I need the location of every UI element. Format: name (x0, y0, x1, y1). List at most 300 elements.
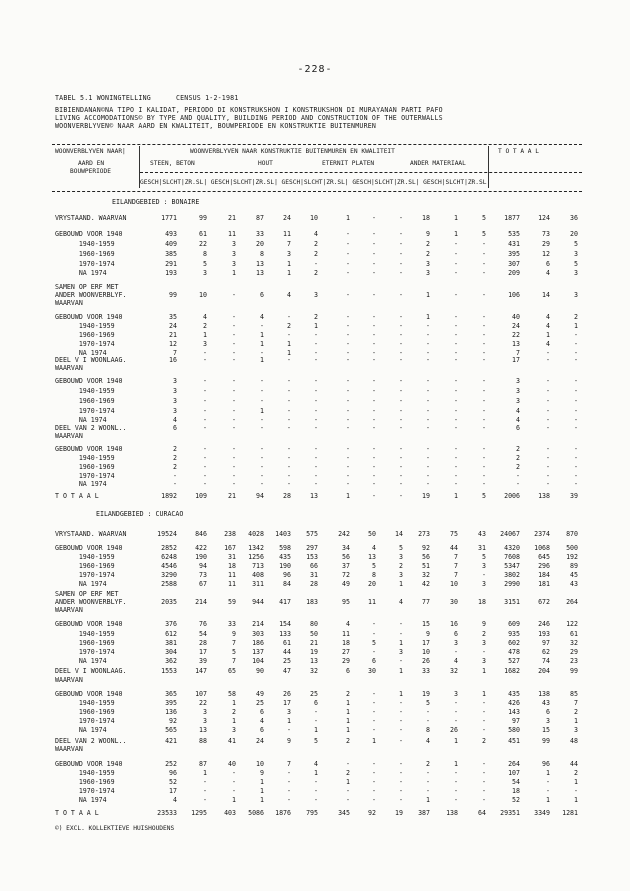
table-row (0, 250, 630, 260)
row-label: ANDER WOONVERBLYF. (55, 598, 127, 606)
row-label: NA 1974 (55, 269, 107, 277)
table-cell: 54 (199, 630, 207, 638)
table-cell: - (203, 407, 207, 415)
table-cell: 22 (512, 331, 520, 339)
table-cell: - (346, 322, 350, 330)
table-cell: - (232, 356, 236, 364)
table-cell: - (426, 463, 430, 471)
row-label: 1940-1959 (55, 387, 115, 395)
table-cell: 89 (570, 562, 578, 570)
table-cell: - (346, 269, 350, 277)
table-cell: 4 (314, 760, 318, 768)
table-cell: - (482, 472, 486, 480)
table-cell: 3 (232, 726, 236, 734)
table-cell: 50 (310, 630, 318, 638)
table-cell: - (372, 787, 376, 795)
table-cell: 4 (173, 416, 177, 424)
table-cell: 2 (173, 463, 177, 471)
table-cell: - (399, 407, 403, 415)
row-label: GEBOUWD VOOR 1940 (55, 620, 123, 628)
table-cell: - (314, 708, 318, 716)
table-cell: 870 (566, 530, 578, 538)
table-cell: - (287, 454, 291, 462)
table-cell: 8 (203, 250, 207, 258)
table-cell: 3 (232, 250, 236, 258)
table-cell: - (314, 387, 318, 395)
table-cell: 23533 (157, 809, 177, 817)
table-cell: - (399, 240, 403, 248)
table-cell: 29 (342, 657, 350, 665)
table-cell: 6 (260, 291, 264, 299)
table-cell: - (372, 424, 376, 432)
table-cell: 1403 (275, 530, 291, 538)
table-cell: 2 (574, 708, 578, 716)
table-cell: 2 (399, 562, 403, 570)
table-cell: 31 (228, 553, 236, 561)
table-cell: - (346, 454, 350, 462)
table-cell: - (287, 416, 291, 424)
table-cell: 264 (508, 760, 520, 768)
table-cell: - (346, 424, 350, 432)
table-cell: 1 (260, 407, 264, 415)
table-cell: - (426, 349, 430, 357)
table-cell: 1 (346, 726, 350, 734)
header-total: T O T A A L (498, 148, 539, 155)
table-cell: 5 (232, 648, 236, 656)
table-cell: - (372, 230, 376, 238)
table-cell: - (574, 463, 578, 471)
table-cell: - (346, 250, 350, 258)
table-cell: - (287, 387, 291, 395)
table-cell: - (574, 787, 578, 795)
table-cell: 42 (422, 580, 430, 588)
table-cell: 672 (538, 598, 550, 606)
table-cell: 59 (228, 598, 236, 606)
table-cell: 66 (310, 562, 318, 570)
table-cell: - (482, 454, 486, 462)
table-cell: 4028 (248, 530, 264, 538)
table-cell: - (399, 260, 403, 268)
table-cell: 1 (287, 340, 291, 348)
table-cell: 51 (422, 562, 430, 570)
table-cell: - (372, 717, 376, 725)
table-cell: 35 (169, 313, 177, 321)
table-cell: - (454, 778, 458, 786)
table-cell: 387 (418, 809, 430, 817)
table-cell: - (546, 377, 550, 385)
table-cell: - (426, 769, 430, 777)
table-cell: 3 (287, 250, 291, 258)
table-cell: 935 (508, 630, 520, 638)
table-cell: 1 (260, 778, 264, 786)
table-cell: - (346, 472, 350, 480)
table-cell: - (426, 424, 430, 432)
table-cell: - (173, 480, 177, 488)
table-cell: 3 (426, 269, 430, 277)
table-cell: - (260, 387, 264, 395)
table-cell: 9 (287, 737, 291, 745)
table-cell: 1 (574, 322, 578, 330)
table-cell: 1 (287, 260, 291, 268)
table-cell: - (372, 240, 376, 248)
table-cell: 87 (256, 214, 264, 222)
table-cell: 124 (538, 214, 550, 222)
table-cell: 1 (426, 796, 430, 804)
table-cell: - (482, 726, 486, 734)
table-cell: 20 (570, 230, 578, 238)
table-cell: 2990 (504, 580, 520, 588)
table-cell: 7 (454, 571, 458, 579)
table-cell: - (454, 416, 458, 424)
table-cell: 1892 (161, 492, 177, 500)
table-cell: - (203, 397, 207, 405)
table-row (0, 492, 630, 502)
table-cell: 303 (252, 630, 264, 638)
table-cell: - (287, 480, 291, 488)
table-cell: - (426, 717, 430, 725)
table-cell: 138 (446, 809, 458, 817)
table-cell: 1 (260, 787, 264, 795)
table-cell: - (372, 377, 376, 385)
table-cell: 24067 (500, 530, 520, 538)
table-cell: 17 (199, 648, 207, 656)
table-cell: 5 (482, 553, 486, 561)
table-cell: 28 (283, 492, 291, 500)
table-cell: 11 (283, 230, 291, 238)
table-cell: - (287, 769, 291, 777)
table-cell: 5 (372, 639, 376, 647)
table-cell: 9 (426, 230, 430, 238)
row-label: NA 1974 (55, 726, 107, 734)
table-cell: - (454, 377, 458, 385)
table-cell: 80 (310, 620, 318, 628)
table-cell: - (454, 322, 458, 330)
table-cell: 107 (508, 769, 520, 777)
table-cell: 3 (574, 726, 578, 734)
table-cell: - (482, 250, 486, 258)
table-cell: 56 (342, 553, 350, 561)
table-cell: 45 (570, 571, 578, 579)
table-cell: - (372, 454, 376, 462)
table-cell: 1 (399, 667, 403, 675)
table-cell: - (426, 445, 430, 453)
table-cell: - (454, 454, 458, 462)
table-cell: 2 (232, 708, 236, 716)
table-cell: 2 (346, 690, 350, 698)
table-cell: - (346, 387, 350, 395)
table-cell: - (454, 648, 458, 656)
table-cell: - (372, 340, 376, 348)
table-cell: 181 (538, 580, 550, 588)
row-label: SAMEN OP ERF MET (55, 590, 119, 598)
table-cell: 7 (454, 553, 458, 561)
table-cell: 2 (426, 250, 430, 258)
table-cell: 56 (422, 553, 430, 561)
table-cell: - (314, 407, 318, 415)
table-cell: - (203, 424, 207, 432)
table-cell: 11 (228, 571, 236, 579)
table-cell: - (482, 377, 486, 385)
table-cell: 4 (426, 737, 430, 745)
table-cell: - (287, 407, 291, 415)
table-cell: 1295 (191, 809, 207, 817)
table-cell: - (574, 397, 578, 405)
table-cell: - (260, 454, 264, 462)
table-cell: 18 (512, 787, 520, 795)
table-cell: - (482, 291, 486, 299)
table-cell: - (399, 269, 403, 277)
table-cell: 2 (314, 250, 318, 258)
table-cell: - (482, 349, 486, 357)
table-cell: - (399, 630, 403, 638)
table-row (0, 364, 630, 374)
table-cell: 1 (232, 699, 236, 707)
table-cell: 49 (342, 580, 350, 588)
table-cell: - (482, 769, 486, 777)
table-cell: 2 (574, 769, 578, 777)
table-cell: - (372, 349, 376, 357)
table-cell: - (346, 796, 350, 804)
table-cell: - (287, 463, 291, 471)
table-cell: 29 (542, 240, 550, 248)
table-cell: - (516, 472, 520, 480)
table-cell: - (482, 322, 486, 330)
row-label: 1940-1959 (55, 240, 115, 248)
table-row (0, 240, 630, 250)
table-cell: - (454, 480, 458, 488)
row-label: WAARVAN (55, 676, 83, 684)
row-label: 1960-1969 (55, 250, 115, 258)
table-cell: 133 (279, 630, 291, 638)
row-label: GEBOUWD VOOR 1940 (55, 445, 123, 453)
table-cell: - (516, 480, 520, 488)
table-cell: - (203, 356, 207, 364)
table-cell: 395 (508, 250, 520, 258)
table-cell: 3 (399, 648, 403, 656)
table-cell: 6 (173, 424, 177, 432)
table-cell: - (574, 445, 578, 453)
table-cell: - (482, 356, 486, 364)
table-cell: 1 (346, 492, 350, 500)
table-cell: 24 (169, 322, 177, 330)
table-cell: - (372, 769, 376, 777)
table-cell: 7 (173, 349, 177, 357)
table-cell: 99 (199, 214, 207, 222)
table-cell: - (574, 416, 578, 424)
table-row (0, 377, 630, 387)
table-cell: 64 (478, 809, 486, 817)
table-cell: - (574, 377, 578, 385)
table-cell: 67 (199, 580, 207, 588)
table-cell: 92 (169, 717, 177, 725)
table-cell: - (399, 322, 403, 330)
table-cell: - (346, 340, 350, 348)
table-cell: - (546, 787, 550, 795)
table-cell: - (454, 796, 458, 804)
row-label: WAARVAN (55, 606, 83, 614)
table-cell: - (399, 230, 403, 238)
table-cell: - (232, 416, 236, 424)
table-cell: - (546, 407, 550, 415)
table-cell: 4 (454, 657, 458, 665)
table-cell: 14 (395, 530, 403, 538)
table-cell: - (426, 787, 430, 795)
table-cell: 5 (482, 214, 486, 222)
table-cell: - (399, 445, 403, 453)
table-cell: - (372, 796, 376, 804)
table-cell: - (372, 407, 376, 415)
table-cell: 8 (260, 250, 264, 258)
table-cell: - (454, 397, 458, 405)
table-cell: - (346, 240, 350, 248)
table-cell: 39 (199, 657, 207, 665)
table-cell: 3 (203, 340, 207, 348)
table-cell: 3 (482, 639, 486, 647)
table-cell: 20 (368, 580, 376, 588)
table-cell: - (399, 387, 403, 395)
row-label: DEEL VAN 2 WOONL.. (55, 737, 127, 745)
row-label: 1970-1974 (55, 717, 115, 725)
table-cell: 72 (342, 571, 350, 579)
table-cell: 99 (169, 291, 177, 299)
table-cell: 25 (310, 690, 318, 698)
table-cell: 2 (346, 737, 350, 745)
table-cell: 575 (306, 530, 318, 538)
table-cell: 21 (228, 492, 236, 500)
table-cell: 40 (512, 313, 520, 321)
table-cell: 6 (454, 630, 458, 638)
table-cell: 193 (538, 630, 550, 638)
table-row (0, 397, 630, 407)
table-cell: - (454, 463, 458, 471)
table-cell: - (372, 214, 376, 222)
table-cell: 43 (570, 580, 578, 588)
table-cell: - (574, 454, 578, 462)
table-cell: - (314, 424, 318, 432)
table-cell: 90 (256, 667, 264, 675)
table-cell: 50 (368, 530, 376, 538)
table-cell: 1 (426, 291, 430, 299)
table-cell: - (372, 416, 376, 424)
row-label: 1960-1969 (55, 397, 115, 405)
table-cell: 3 (399, 571, 403, 579)
table-cell: - (399, 480, 403, 488)
section-heading: EILANDGEBIED : BONAIRE (112, 198, 200, 206)
table-cell: 73 (542, 230, 550, 238)
table-cell: 7 (232, 657, 236, 665)
table-cell: - (346, 787, 350, 795)
row-label: 1970-1974 (55, 340, 115, 348)
table-cell: 2 (173, 454, 177, 462)
table-cell: - (426, 778, 430, 786)
table-cell: - (372, 620, 376, 628)
table-cell: 4320 (504, 544, 520, 552)
table-cell: - (372, 322, 376, 330)
table-cell: 2588 (161, 580, 177, 588)
table-cell: - (482, 340, 486, 348)
table-cell: 645 (538, 553, 550, 561)
table-cell: 1 (454, 737, 458, 745)
table-cell: 92 (422, 544, 430, 552)
subtitle-line-1: BIBIENDANAN©NA TIPO I KALIDAT, PERIODO DI KONSTRUKSHON I KONSTRUKSHON DI MURAYANAN PARTI PAFO (55, 106, 443, 114)
table-cell: 3 (203, 717, 207, 725)
row-label: GEBOUWD VOOR 1940 (55, 690, 123, 698)
table-cell: 19 (422, 690, 430, 698)
row-label: 1960-1969 (55, 708, 115, 716)
table-cell: 61 (570, 630, 578, 638)
table-cell: 11 (368, 598, 376, 606)
table-cell: - (426, 407, 430, 415)
table-cell: 186 (252, 639, 264, 647)
table-cell: - (399, 726, 403, 734)
header-sub-ander: ANDER MATERIAAL (410, 160, 466, 167)
table-cell: - (372, 690, 376, 698)
table-cell: - (287, 356, 291, 364)
table-cell: 2 (314, 240, 318, 248)
table-cell: 6 (314, 699, 318, 707)
table-cell: 3 (173, 397, 177, 405)
table-cell: 238 (224, 530, 236, 538)
table-cell: - (372, 630, 376, 638)
table-cell: - (232, 463, 236, 471)
row-label: ANDER WOONVERBLYF. (55, 291, 127, 299)
table-cell: - (546, 424, 550, 432)
table-cell: - (399, 291, 403, 299)
table-cell: - (314, 331, 318, 339)
table-cell: - (482, 571, 486, 579)
table-cell: - (372, 699, 376, 707)
table-cell: - (232, 377, 236, 385)
table-cell: - (232, 291, 236, 299)
table-cell: 3 (454, 639, 458, 647)
table-cell: - (482, 424, 486, 432)
table-cell: - (372, 492, 376, 500)
table-cell: - (399, 377, 403, 385)
table-cell: 4 (287, 291, 291, 299)
table-cell: - (346, 407, 350, 415)
table-cell: 21 (169, 331, 177, 339)
table-cell: 6 (372, 657, 376, 665)
table-cell: 92 (368, 809, 376, 817)
table-cell: 713 (252, 562, 264, 570)
table-cell: 1 (482, 667, 486, 675)
table-cell: 97 (512, 717, 520, 725)
table-cell: - (399, 397, 403, 405)
table-cell: 5 (372, 562, 376, 570)
table-cell: - (372, 387, 376, 395)
table-cell: 61 (199, 230, 207, 238)
table-cell: 47 (283, 667, 291, 675)
table-cell: - (287, 377, 291, 385)
table-cell: 1 (574, 778, 578, 786)
table-cell: 304 (165, 648, 177, 656)
table-cell: 4546 (161, 562, 177, 570)
table-cell: - (287, 445, 291, 453)
table-cell: 7608 (504, 553, 520, 561)
table-cell: - (399, 349, 403, 357)
table-cell: - (399, 340, 403, 348)
table-cell: - (454, 356, 458, 364)
table-cell: 25 (256, 699, 264, 707)
table-cell: 32 (450, 667, 458, 675)
table-cell: 7 (454, 562, 458, 570)
header-rule-mid (140, 172, 582, 173)
table-cell: 4 (516, 407, 520, 415)
table-cell: - (399, 214, 403, 222)
table-cell: 3 (203, 269, 207, 277)
table-cell: - (314, 717, 318, 725)
table-cell: 6248 (161, 553, 177, 561)
